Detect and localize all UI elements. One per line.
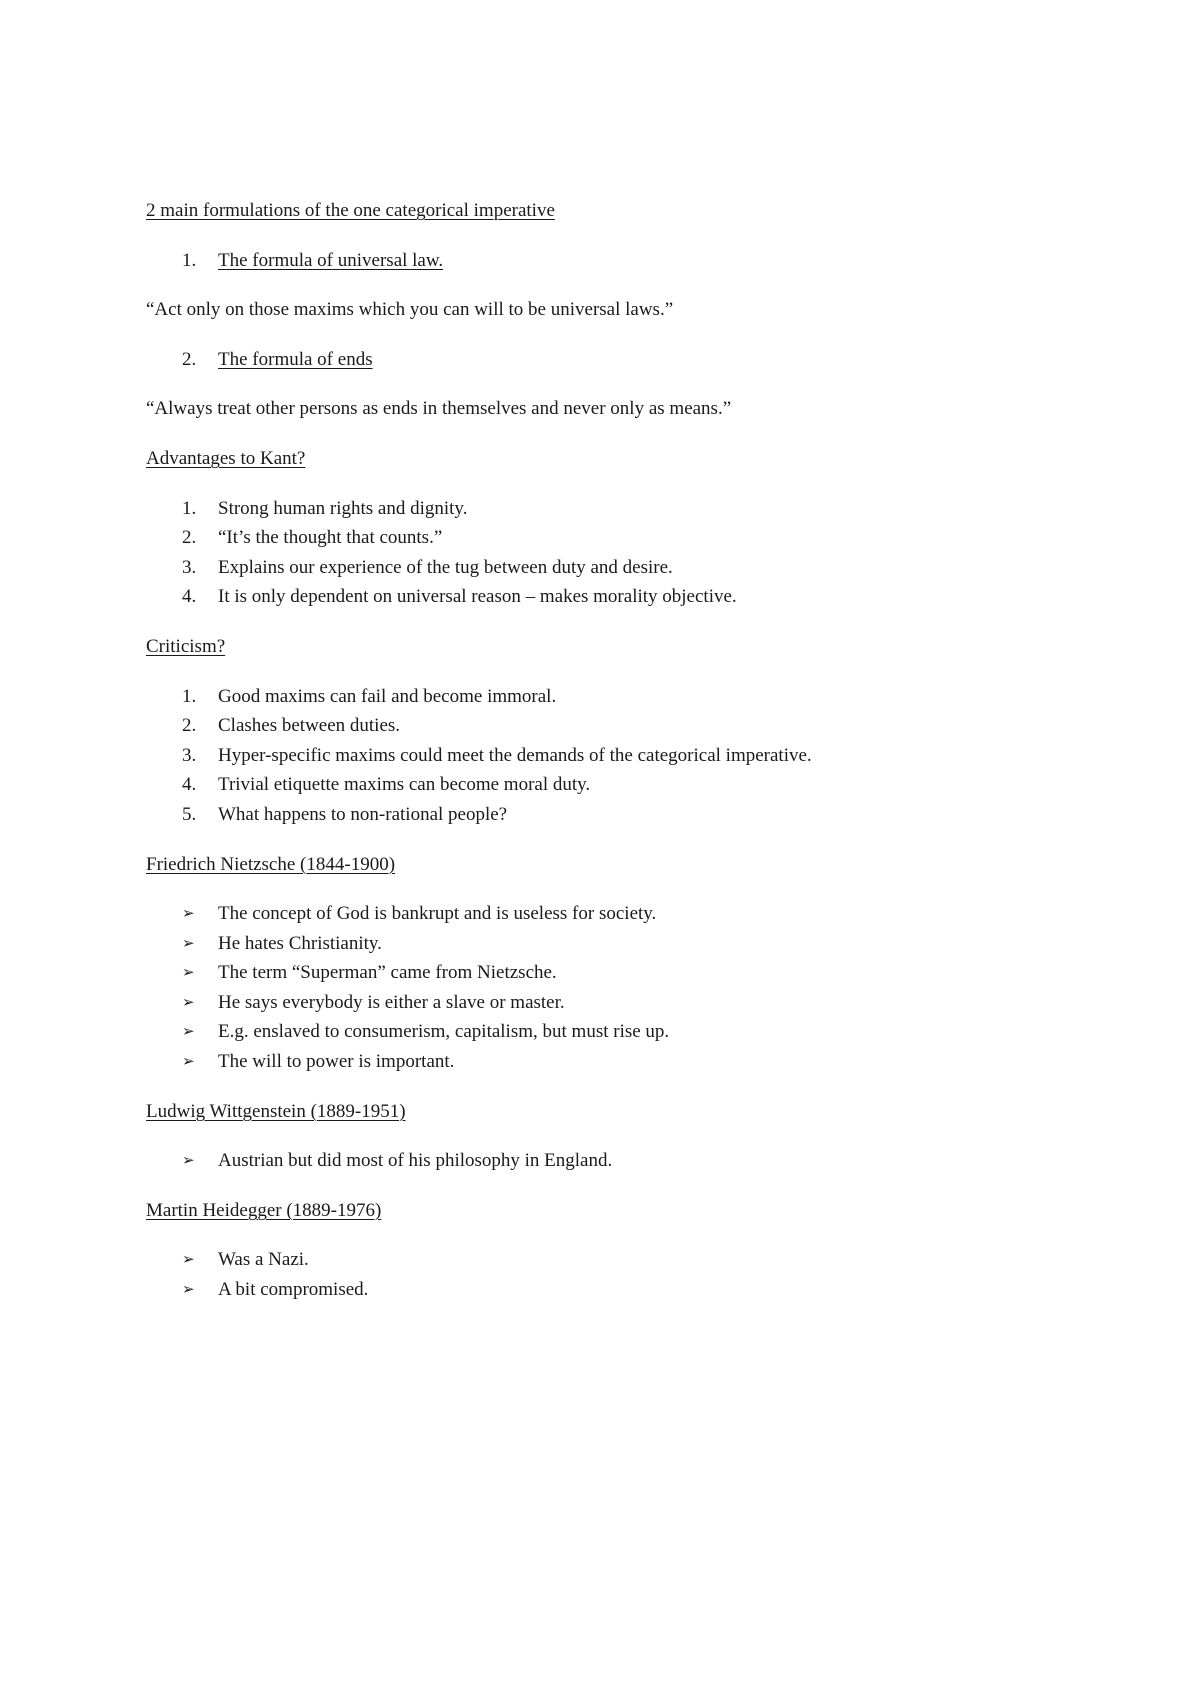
- spacer: [146, 612, 1126, 632]
- formulation-quote: “Always treat other persons as ends in themselves and never only as means.”: [146, 398, 732, 420]
- spacer: [146, 424, 1126, 444]
- heading-nietzsche-text: Friedrich Nietzsche (1844-1900): [146, 853, 396, 875]
- heading-heidegger: [146, 1196, 1126, 1226]
- arrow-bullet-icon: ➢: [182, 1052, 195, 1071]
- arrow-bullet-icon: ➢: [182, 1250, 195, 1269]
- list-item: [146, 800, 1126, 830]
- list-item-text: The term “Superman” came from Nietzsche.: [218, 962, 557, 984]
- list-item: [146, 1245, 1126, 1275]
- heading-nietzsche: [146, 850, 1126, 880]
- list-number: 1.: [182, 249, 197, 271]
- list-item: [146, 523, 1126, 553]
- list-item-text: “It’s the thought that counts.”: [218, 527, 443, 549]
- list-item: [146, 929, 1126, 959]
- list-number: 2.: [182, 715, 197, 737]
- list-item-text: What happens to non-rational people?: [218, 803, 508, 825]
- formulation-ends: [146, 345, 1126, 375]
- list-number: 1.: [182, 685, 197, 707]
- arrow-bullet-icon: ➢: [182, 1151, 195, 1170]
- arrow-bullet-icon: ➢: [182, 963, 195, 982]
- formulation-quote: “Act only on those maxims which you can will to be universal laws.”: [146, 299, 674, 321]
- list-item: [146, 958, 1126, 988]
- spacer: [146, 1077, 1126, 1097]
- list-item: [146, 582, 1126, 612]
- heading-heidegger-text: Martin Heidegger (1889-1976): [146, 1199, 382, 1221]
- list-item-text: Good maxims can fail and become immoral.: [218, 685, 557, 707]
- list-number: 3.: [182, 744, 197, 766]
- heading-wittgenstein-text: Ludwig Wittgenstein (1889-1951): [146, 1100, 406, 1122]
- spacer: [146, 1176, 1126, 1196]
- list-number: 4.: [182, 774, 197, 796]
- list-item: [146, 711, 1126, 741]
- arrow-bullet-icon: ➢: [182, 904, 195, 923]
- list-item: [146, 1047, 1126, 1077]
- spacer: [146, 226, 1126, 246]
- formulation-title: The formula of ends: [218, 348, 373, 370]
- list-number: 5.: [182, 803, 197, 825]
- formulation-title: The formula of universal law.: [218, 249, 444, 271]
- heading-advantages-text: Advantages to Kant?: [146, 447, 306, 469]
- list-item: [146, 494, 1126, 524]
- heidegger-list: [146, 1245, 1126, 1304]
- list-item: [146, 741, 1126, 771]
- list-item: [146, 1146, 1126, 1176]
- spacer: [146, 374, 1126, 394]
- spacer: [146, 325, 1126, 345]
- arrow-bullet-icon: ➢: [182, 933, 195, 952]
- list-item-text: Was a Nazi.: [218, 1249, 309, 1271]
- heading-advantages: [146, 444, 1126, 474]
- list-item: [146, 1017, 1126, 1047]
- list-item: [146, 770, 1126, 800]
- heading-formulations-text: 2 main formulations of the one categorical imperative: [146, 200, 555, 221]
- spacer: [146, 474, 1126, 494]
- arrow-bullet-icon: ➢: [182, 1280, 195, 1299]
- formulation-universal-law: [146, 246, 1126, 276]
- heading-wittgenstein: [146, 1097, 1126, 1127]
- list-number: 4.: [182, 586, 197, 608]
- list-item-text: Austrian but did most of his philosophy in England.: [218, 1150, 613, 1172]
- list-item: [146, 553, 1126, 583]
- list-item: [146, 1275, 1126, 1305]
- wittgenstein-list: [146, 1146, 1126, 1176]
- nietzsche-list: [146, 899, 1126, 1077]
- list-item-text: E.g. enslaved to consumerism, capitalism, but must rise up.: [218, 1021, 670, 1043]
- list-number: 3.: [182, 556, 197, 578]
- criticism-list: [146, 682, 1126, 830]
- list-item-text: He says everybody is either a slave or master.: [218, 991, 565, 1013]
- document-page: [146, 196, 1126, 1305]
- spacer: [146, 830, 1126, 850]
- heading-formulations: [146, 196, 1126, 226]
- list-number: 2.: [182, 348, 197, 370]
- spacer: [146, 1126, 1126, 1146]
- list-number: 1.: [182, 497, 197, 519]
- spacer: [146, 1225, 1126, 1245]
- list-item-text: Strong human rights and dignity.: [218, 497, 468, 519]
- list-item-text: It is only dependent on universal reason – makes morality objective.: [218, 586, 737, 608]
- arrow-bullet-icon: ➢: [182, 1022, 195, 1041]
- list-number: 2.: [182, 527, 197, 549]
- list-item-text: Hyper-specific maxims could meet the demands of the categorical imperative.: [218, 744, 812, 766]
- arrow-bullet-icon: ➢: [182, 992, 195, 1011]
- spacer: [146, 879, 1126, 899]
- heading-criticism: [146, 632, 1126, 662]
- heading-criticism-text: Criticism?: [146, 635, 226, 657]
- advantages-list: [146, 494, 1126, 612]
- list-item-text: He hates Christianity.: [218, 932, 382, 954]
- list-item-text: The will to power is important.: [218, 1051, 455, 1073]
- list-item-text: Clashes between duties.: [218, 715, 401, 737]
- list-item-text: Trivial etiquette maxims can become moral duty.: [218, 774, 591, 796]
- list-item-text: The concept of God is bankrupt and is useless for society.: [218, 903, 657, 925]
- list-item: [146, 988, 1126, 1018]
- list-item: [146, 682, 1126, 712]
- list-item-text: A bit compromised.: [218, 1279, 369, 1301]
- list-item-text: Explains our experience of the tug between duty and desire.: [218, 556, 673, 578]
- spacer: [146, 662, 1126, 682]
- spacer: [146, 275, 1126, 295]
- list-item: [146, 899, 1126, 929]
